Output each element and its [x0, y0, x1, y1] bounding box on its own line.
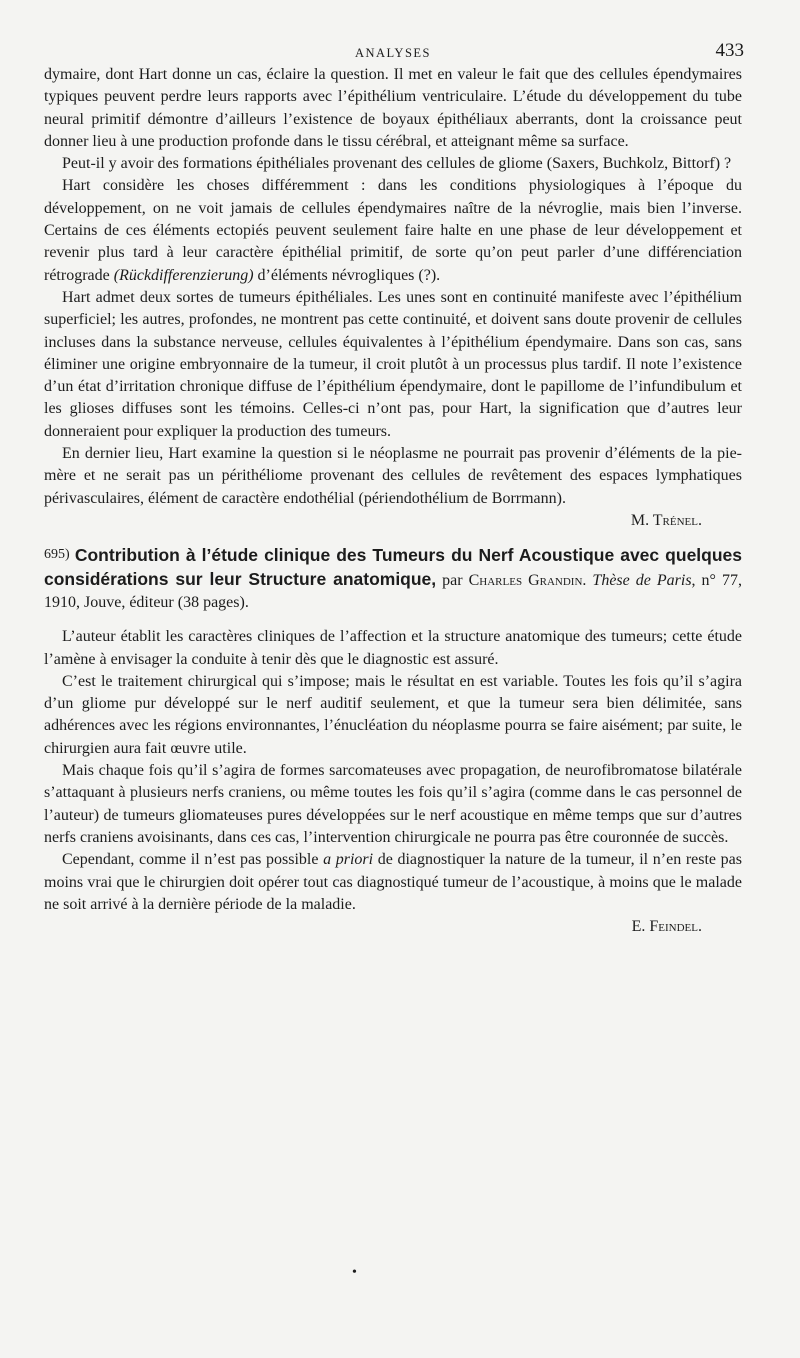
- previous-analysis: [44, 64, 742, 532]
- latin-term: a priori: [323, 851, 374, 869]
- running-head: [44, 38, 742, 64]
- page-number: 433: [715, 40, 744, 61]
- signature: E. Feindel.: [631, 918, 702, 936]
- footer-ornament: •: [352, 1265, 357, 1280]
- paragraph: C’est le traitement chirurgical qui s’impose; mais le résultat en est variable. Toutes les fois qu’il s’agira d’un gliome pur développé sur le nerf auditif seulement, et que la tumeur sera bien délimitée, sans adhérences avec les régions environnantes, l’énucléation du néoplasme pourra se faire aisément; par suite, le chirurgien aura fait œuvre utile.: [44, 672, 742, 757]
- signature: M. Trénel.: [630, 511, 702, 529]
- paragraph: [44, 849, 742, 916]
- book-page: [44, 38, 742, 938]
- paragraph: Peut-il y avoir des formations épithéliales provenant des cellules de gliome (Saxers, Buchkolz, Bittorf) ?: [62, 155, 732, 173]
- entry-body: [44, 626, 742, 938]
- entry-title: Contribution à l’étude clinique des Tumeurs du Nerf Acoustique avec quelques considérations sur leur Structure anatomique,: [44, 545, 743, 590]
- analysis-entry: [44, 544, 742, 938]
- entry-author: Charles Grandin: [468, 572, 583, 590]
- paragraph: L’auteur établit les caractères cliniques de l’affection et la structure anatomique des tumeurs; cette étude l’amène à envisager la conduite à tenir dès que le diagnostic est assuré.: [44, 628, 742, 668]
- entry-publication: , n° 77, 1910, Jouve, éditeur (38 pages).: [44, 572, 742, 612]
- entry-number: 695): [44, 547, 70, 563]
- entry-sep: .: [582, 572, 593, 590]
- paragraph-text: de diagnostiquer la nature de la tumeur, il n’en reste pas moins vrai que le chirurgien doit opérer tout cas diagnostiqué tumeur de l’acoustique, à moins que le malade ne soit arrivé à la dernière période de la maladie.: [44, 851, 743, 913]
- signature-line: [44, 916, 742, 938]
- paragraph: dymaire, dont Hart donne un cas, éclaire la question. Il met en valeur le fait que des cellules épendymaires typiques peuvent perdre leurs rapports avec l’épithélium ventriculaire. L’étude du développement du tube neural primitif démontre d’ailleurs l’existence de boyaux épithéliaux aberrants, dont la croissance peut donner lieu à une production profonde dans le tissu cérébral, et atteignant même sa surface.: [44, 66, 742, 150]
- paragraph-text: Hart considère les choses différemment : dans les conditions physiologiques à l’époque du développement, on ne voit jamais de cellules épendymaires naître de la névroglie, mais bien l’inverse. Certains de ces éléments ectopiés peuvent seulement faire halte en une phase de leur développement et revenir plus tard à leur caractère épithélial primitif, de sorte qu’on peut parler d’une différenciation rétrograde: [44, 177, 742, 284]
- entry-par: par: [436, 572, 469, 590]
- running-title: ANALYSES: [354, 46, 432, 60]
- signature-line: [44, 510, 742, 532]
- paragraph-with-signature: [44, 443, 742, 510]
- paragraph: Mais chaque fois qu’il s’agira de formes sarcomateuses avec propagation, de neurofibromatose bilatérale s’attaquant à plusieurs nerfs craniens, ou même toutes les fois qu’il s’agira (comme dans le cas personnel de l’auteur) de tumeurs gliomateuses pures développées sur le nerf acoustique en même temps que sur d’autres nerfs craniens avoisinants, dans ces cas, l’intervention chirurgicale ne pourra pas être couronnée de succès.: [44, 762, 742, 846]
- paragraph: [44, 175, 742, 286]
- entry-heading: [44, 544, 742, 614]
- paragraph: Hart admet deux sortes de tumeurs épithéliales. Les unes sont en continuité manifeste avec l’épithélium superficiel; les autres, profondes, ne montrent pas cette continuité, et doivent sans doute provenir de cellules incluses dans la substance nerveuse, cellules équivalentes à l’épithélium épendymaire. Dans son cas, sans éliminer une origine embryonnaire de la tumeur, il croit plutôt à un processus plus tardif. Il note l’existence d’un état d’irritation chronique diffuse de l’épithélium épendymaire, dont le papillome de l’infundibulum et les glioses diffuses sont les témoins. Celles-ci n’ont pas, pour Hart, la signification que d’autres leur donneraient pour expliquer la production des tumeurs.: [44, 288, 742, 440]
- paragraph-text: d’éléments névrogliques (?).: [253, 266, 441, 284]
- paragraph-text: Cependant, comme il n’est pas possible: [62, 851, 324, 869]
- german-term: (Rückdifferenzierung): [113, 266, 254, 284]
- entry-thesis: Thèse de Paris: [592, 572, 692, 590]
- paragraph-text: En dernier lieu, Hart examine la question si le néoplasme ne pourrait pas provenir d’éléments de la pie-mère et ne serait pas un périthéliome provenant des cellules de revêtement des espaces lymphatiques périvasculaires, élément de caractère endothélial (périendothélium de Borrmann).: [44, 445, 742, 507]
